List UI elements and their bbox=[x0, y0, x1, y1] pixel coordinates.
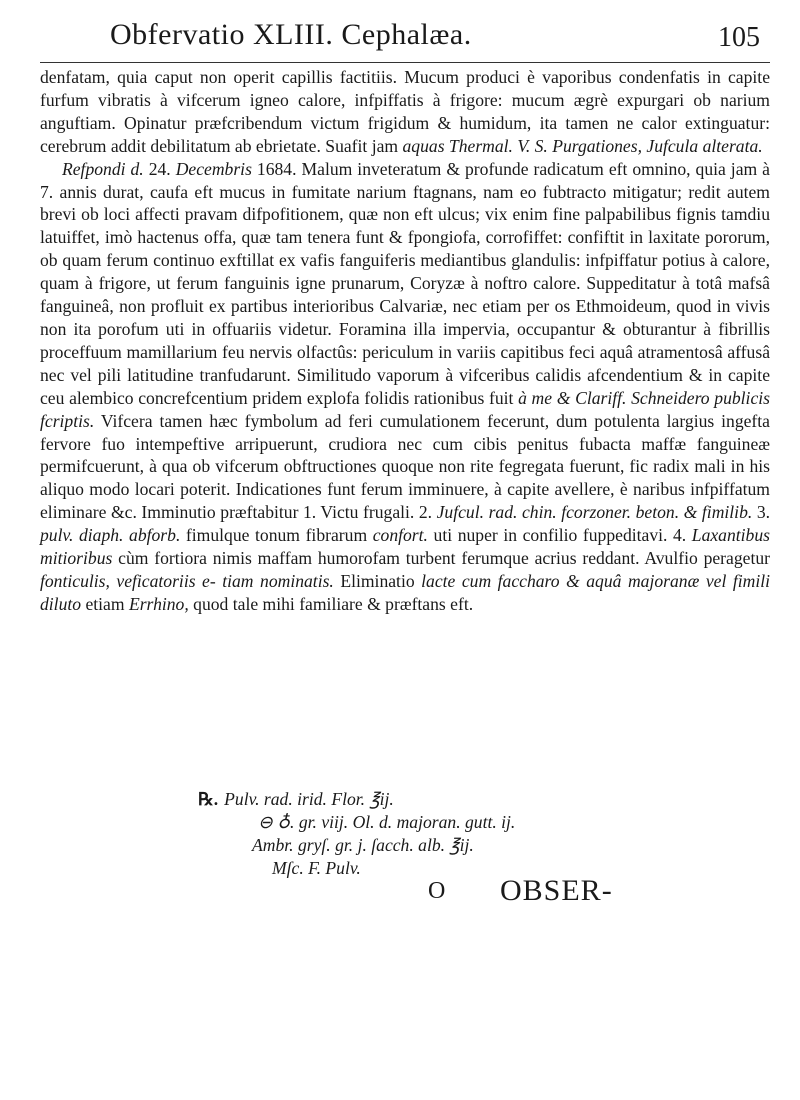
italic-text: fonticulis, veficatoriis e- tiam nominatis. bbox=[40, 570, 334, 591]
paragraph-p2 bbox=[40, 158, 770, 616]
italic-text: Laxantibus mitioribus bbox=[40, 525, 770, 569]
recipe-line bbox=[40, 811, 770, 834]
text-segment: cùm fortiora nimis maffam humorofam turbent ferumque acrius reddant. Avulfio peragetur bbox=[112, 548, 770, 569]
recipe-line bbox=[40, 788, 770, 811]
page bbox=[40, 0, 780, 1100]
italic-text: Refpondi d. bbox=[62, 158, 144, 179]
recipe-line-text: Ambr. gryſ. gr. j. ſacch. alb. ℥ij. bbox=[252, 834, 474, 855]
italic-text: Jufcul. rad. chin. fcorzoner. beton. & fimilib. bbox=[436, 502, 753, 523]
text-segment: 3. bbox=[752, 502, 771, 523]
recipe-line-text: Mſc. F. Pulv. bbox=[272, 857, 361, 878]
text-segment: quod tale mihi familiare & præftans eft. bbox=[188, 593, 474, 614]
catchword: OBSER- bbox=[500, 874, 613, 907]
page-footer bbox=[40, 874, 770, 912]
italic-text: lacte cum faccharo & aquâ majoranæ vel fimili diluto bbox=[40, 570, 770, 614]
recipe-line-text: ⊖ ♁. gr. viij. Ol. d. majoran. gutt. ij. bbox=[258, 811, 516, 832]
italic-text: aquas Thermal. V. S. Purgationes, Jufcula alterata. bbox=[402, 135, 763, 156]
running-head-title: Obfervatio XLIII. Cephalæa. bbox=[110, 18, 472, 51]
text-segment: etiam bbox=[81, 593, 129, 614]
italic-text: Decembris bbox=[175, 158, 252, 179]
text-segment: 1684. Malum inveteratum & profunde radicatum eft omnino, quia jam à 7. annis durat, caufa eft mucus in fumitate narium ftagnans, nam eo fubtracto mitigatur; redit autem brevi ob loci affecti pravam difpofitionem, quæ non eft ulcus; vix enim fine palpabilibus fignis tamdiu latuiffet, imò hactenus offa, quæ tam tenera funt & fpongiofa, corrofiffet: confiftit in laxitate pororum, ob quam ferum continuo exftillat ex vafis fanguiferis mediantibus glandulis: infpiffatur potius à calore, quam à frigore, ut ferum fanguinis igne prunarum, Coryzæ à noftro calore. Suppeditatur à totâ mafsâ fanguineâ, non profluit ex partibus interioribus Calvariæ, nec etiam per os Ethmoideum, quod in vivis non ita porofum uti in offuariis videtur. Foramina illa impervia, occupantur & obturantur à fibrillis proceffuum mamillarium feu nervis olfactûs: periculum in variis capitibus feci aquâ atramentosâ affusâ nec vel pili latitudine tranfudarunt. Similitudo vaporum à vifceribus calidis afcendentium & in capite ceu alembico concrefcentium pridem explofa folidis rationibus fuit bbox=[40, 158, 770, 408]
text-segment: Vifcera tamen hæc fymbolum ad feri cumulationem fecerunt, dum potulenta largius ingefta fervore fuo intempeftive arripuerunt, crudiora nec cum cibis penitus fubacta maffæ fanguineæ permifcuerunt, à qua ob vifcerum obftructiones quoque non rite fegregata fuerunt, fic radix mali in his aliquo modo locari poterit. Indicationes funt ferum imminuere, à capite avellere, è naribus infpiffatum eliminare &c. Imminutio præftabitur 1. Victu frugali. 2. bbox=[40, 410, 770, 523]
text-segment: 24. bbox=[143, 158, 176, 179]
text-segment: denfatam, quia caput non operit capillis factitiis. Mucum produci è vaporibus condenfatis in capite furfum vibratis à vifcerum igneo calore, infpiffatis à frigore: mucum ægrè expurgari ob narium anguftiam. Opinatur præfcribendum victum frigidum & humidum, ita tamen ne calor extinguatur: cerebrum addit debilitatum ab ebrietate. Suafit jam bbox=[40, 67, 770, 156]
italic-text: Errhino, bbox=[128, 593, 189, 614]
text-segment: Eliminatio bbox=[333, 570, 422, 591]
running-head bbox=[110, 14, 760, 54]
signature-mark: O bbox=[428, 878, 446, 904]
recipe bbox=[40, 788, 770, 880]
text-segment: fimulque tonum fibrarum bbox=[180, 525, 373, 546]
text-segment: uti nuper in confilio fuppeditavi. 4. bbox=[427, 525, 692, 546]
recipe-line-text: Pulv. rad. irid. Flor. ℥ij. bbox=[224, 789, 394, 809]
body-text bbox=[40, 66, 770, 616]
italic-text: confort. bbox=[372, 525, 428, 546]
header-rule bbox=[40, 62, 770, 63]
recipe-symbol: ℞. bbox=[198, 789, 219, 809]
italic-text: à me & Clariff. Schneidero publicis fcriptis. bbox=[40, 387, 770, 431]
recipe-line bbox=[40, 834, 770, 857]
paragraph-p1 bbox=[40, 66, 770, 158]
recipe-line bbox=[40, 857, 770, 880]
italic-text: pulv. diaph. abforb. bbox=[40, 525, 181, 546]
page-number: 105 bbox=[718, 22, 760, 53]
